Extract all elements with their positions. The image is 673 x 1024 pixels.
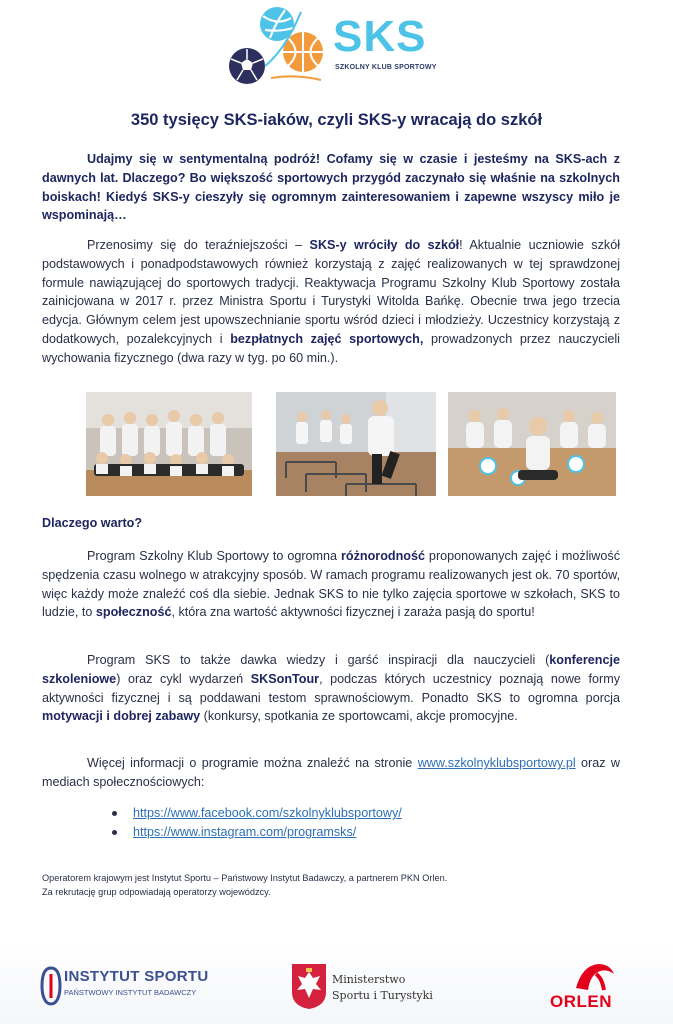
photo-kids-balls: [448, 392, 616, 496]
logo-title: SKS: [333, 12, 427, 61]
ministry-name: [332, 972, 433, 1004]
instytut-name: INSTYTUT SPORTU: [64, 968, 209, 985]
para4-text-c: ) oraz cykl wydarzeń: [116, 671, 251, 686]
para4-bold-b: konferencje szkoleniowe: [42, 653, 620, 686]
para3-text-a: Program Szkolny Klub Sportowy to ogromna: [87, 549, 342, 563]
para2-bold-d: bezpłatnych zajęć sportowych,: [230, 331, 424, 346]
instytut-sportu-logo: [40, 964, 209, 1008]
ministry-line-2: Sportu i Turystyki: [332, 989, 433, 1002]
intro-paragraph: [42, 150, 620, 225]
footnote-line-2: Za rekrutację grup odpowiadają operatorzy wojewódzcy.: [42, 887, 271, 897]
facebook-link[interactable]: https://www.facebook.com/szkolnyklubsportowy/: [133, 806, 402, 820]
list-item: [112, 804, 402, 823]
ministry-logo: [290, 962, 450, 1012]
sports-balls-icon: [225, 4, 335, 90]
bullet-icon: [112, 830, 117, 835]
para3-bold-d: społeczność: [95, 605, 172, 620]
para4-text-e: , podczas których uczestnicy poznają nowe formy aktywności fizycznej i są poddawani testom sprawnościowym. Ponadto SKS to ogromna porcja: [42, 671, 620, 705]
footnote-line-1: Operatorem krajowym jest Instytut Sportu – Państwowy Instytut Badawczy, a partnerem PKN Orlen.: [42, 873, 448, 883]
bullet-icon: [112, 811, 117, 816]
why-heading: Dlaczego warto?: [42, 516, 143, 530]
polish-eagle-icon: [290, 962, 328, 1010]
instytut-emblem-icon: [40, 966, 62, 1006]
more-info-paragraph: [42, 754, 620, 792]
para4-text-g: (konkursy, spotkania ze sportowcami, akcje promocyjne.: [200, 709, 518, 724]
ministry-line-1: Ministerstwo: [332, 973, 406, 986]
photo-hurdles: [276, 392, 436, 496]
social-links-list: [112, 804, 402, 842]
sks-logo: [225, 4, 440, 90]
para3-text-e: , która zna wartość aktywności fizycznej i zaraża pasją do sportu!: [171, 605, 535, 620]
instytut-subtitle: PAŃSTWOWY INSTYTUT BADAWCZY: [64, 988, 197, 997]
para2-bold-b: SKS-y wróciły do szkół: [309, 238, 460, 252]
para3-text-c: proponowanych zajęć i możliwość spędzenia czasu wolnego w atrakcyjny sposób. W ramach programu realizowanych jest ok. 70 sportów, więc każdy może znaleźć coś dla siebie. Jednak SKS to nie tylko zajęcia sportowe w szkołach, SKS to ludzie, to: [42, 549, 620, 620]
para2-text-e: prowadzonych przez nauczycieli wychowania fizycznego (dwa razy w tyg. po 60 min.).: [42, 331, 620, 365]
footnote: [42, 871, 447, 899]
orlen-name: ORLEN: [550, 992, 612, 1011]
photo-group-kids: [86, 392, 252, 496]
orlen-logo: [546, 960, 622, 1014]
intro-text: Udajmy się w sentymentalną podróż! Cofamy się w czasie i jesteśmy na SKS-ach z dawnych lat. Dlaczego? Bo większość sportowych przygód zaczynało się właśnie na szkolnych boiskach! Kiedyś SKS-y cieszyły się ogromnym zainteresowaniem i zapewne wszyscy miło je wspominają…: [42, 152, 620, 223]
para4-text-a: Program SKS to także dawka wiedzy i garść inspiracji dla nauczycieli (: [87, 653, 550, 667]
teachers-paragraph: [42, 651, 620, 726]
orlen-eagle-icon: [546, 960, 622, 994]
present-paragraph: [42, 236, 620, 368]
photo-strip: [86, 392, 616, 496]
list-item: [112, 823, 402, 842]
para5-text-a: Więcej informacji o programie można znaleźć na stronie: [87, 756, 418, 770]
instagram-link[interactable]: https://www.instagram.com/programsks/: [133, 825, 357, 839]
why-paragraph: [42, 547, 620, 622]
website-link[interactable]: www.szkolnyklubsportowy.pl: [417, 756, 576, 770]
para2-text-c: ! Aktualnie uczniowie szkół podstawowych i ponadpodstawowych również korzystają z zajęć realizowanych w tej sprawdzonej formule nawiązującej do sportowych tradycji. Reaktywacja Programu Szkolny Klub Sportowy została zainicjowana w 2017 r. przez Ministra Sportu i Turystyki Witolda Bańkę. Obecnie trwa jego trzecia edycja. Głównym celem jest upowszechnianie sportu wśród dzieci i młodzieży. Uczestnicy korzystają z dodatkowych, pozalekcyjnych i: [42, 238, 620, 346]
para5-text-b: oraz w mediach społecznościowych:: [42, 756, 620, 789]
para4-bold-d: SKSonTour: [250, 671, 320, 686]
para2-text-a: Przenosimy się do teraźniejszości –: [87, 238, 310, 252]
page-title: 350 tysięcy SKS-iaków, czyli SKS-y wracają do szkół: [130, 111, 543, 129]
para4-bold-f: motywacji i dobrej zabawy: [42, 709, 201, 724]
para3-bold-b: różnorodność: [341, 549, 425, 563]
logo-subtitle: SZKOLNY KLUB SPORTOWY: [335, 64, 437, 71]
